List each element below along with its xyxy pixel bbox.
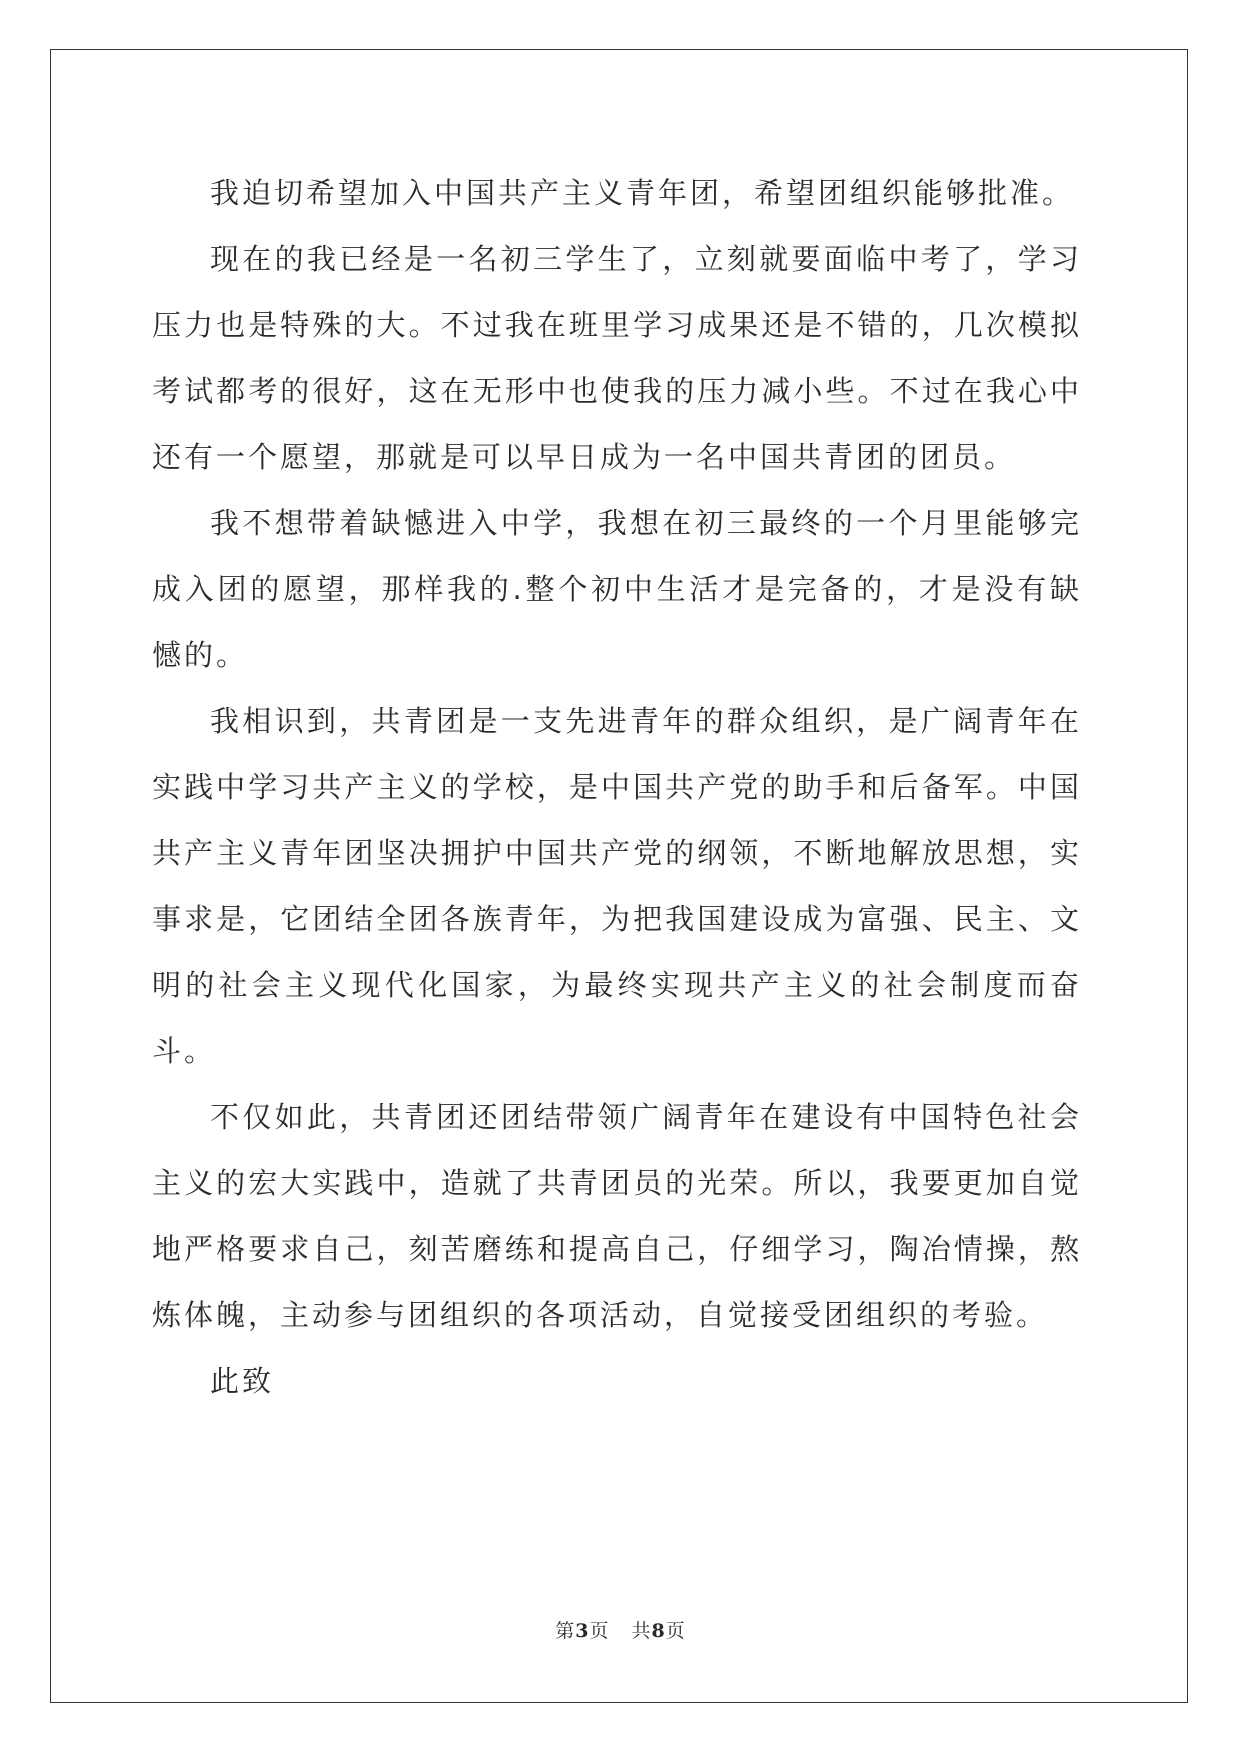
page-prefix: 第: [555, 1620, 576, 1642]
paragraph: 我不想带着缺憾进入中学，我想在初三最终的一个月里能够完成入团的愿望，那样我的.整个初中生活才是完备的，才是没有缺憾的。: [152, 506, 1082, 672]
page-footer: [0, 1616, 1241, 1643]
document-body: [152, 160, 1082, 1414]
paragraph: 我迫切希望加入中国共产主义青年团，希望团组织能够批准。: [210, 176, 1075, 210]
current-page-number: 3: [575, 1620, 590, 1642]
page-suffix: 页: [589, 1620, 610, 1642]
paragraph: 现在的我已经是一名初三学生了，立刻就要面临中考了，学习压力也是特殊的大。不过我在班里学习成果还是不错的，几次模拟考试都考的很好，这在无形中也使我的压力减小些。不过在我心中还有一个愿望，那就是可以早日成为一名中国共青团的团员。: [152, 242, 1082, 474]
total-prefix: 共: [631, 1620, 652, 1642]
total-suffix: 页: [665, 1620, 686, 1642]
total-page-count: 8: [651, 1620, 666, 1642]
closing-salutation: 此致: [210, 1364, 275, 1398]
paragraph: 我相识到，共青团是一支先进青年的群众组织，是广阔青年在实践中学习共产主义的学校，是中国共产党的助手和后备军。中国共产主义青年团坚决拥护中国共产党的纲领，不断地解放思想，实事求是，它团结全团各族青年，为把我国建设成为富强、民主、文明的社会主义现代化国家，为最终实现共产主义的社会制度而奋斗。: [152, 704, 1082, 1068]
paragraph: 不仅如此，共青团还团结带领广阔青年在建设有中国特色社会主义的宏大实践中，造就了共青团员的光荣。所以，我要更加自觉地严格要求自己，刻苦磨练和提高自己，仔细学习，陶冶情操，熬炼体魄，主动参与团组织的各项活动，自觉接受团组织的考验。: [152, 1100, 1082, 1332]
